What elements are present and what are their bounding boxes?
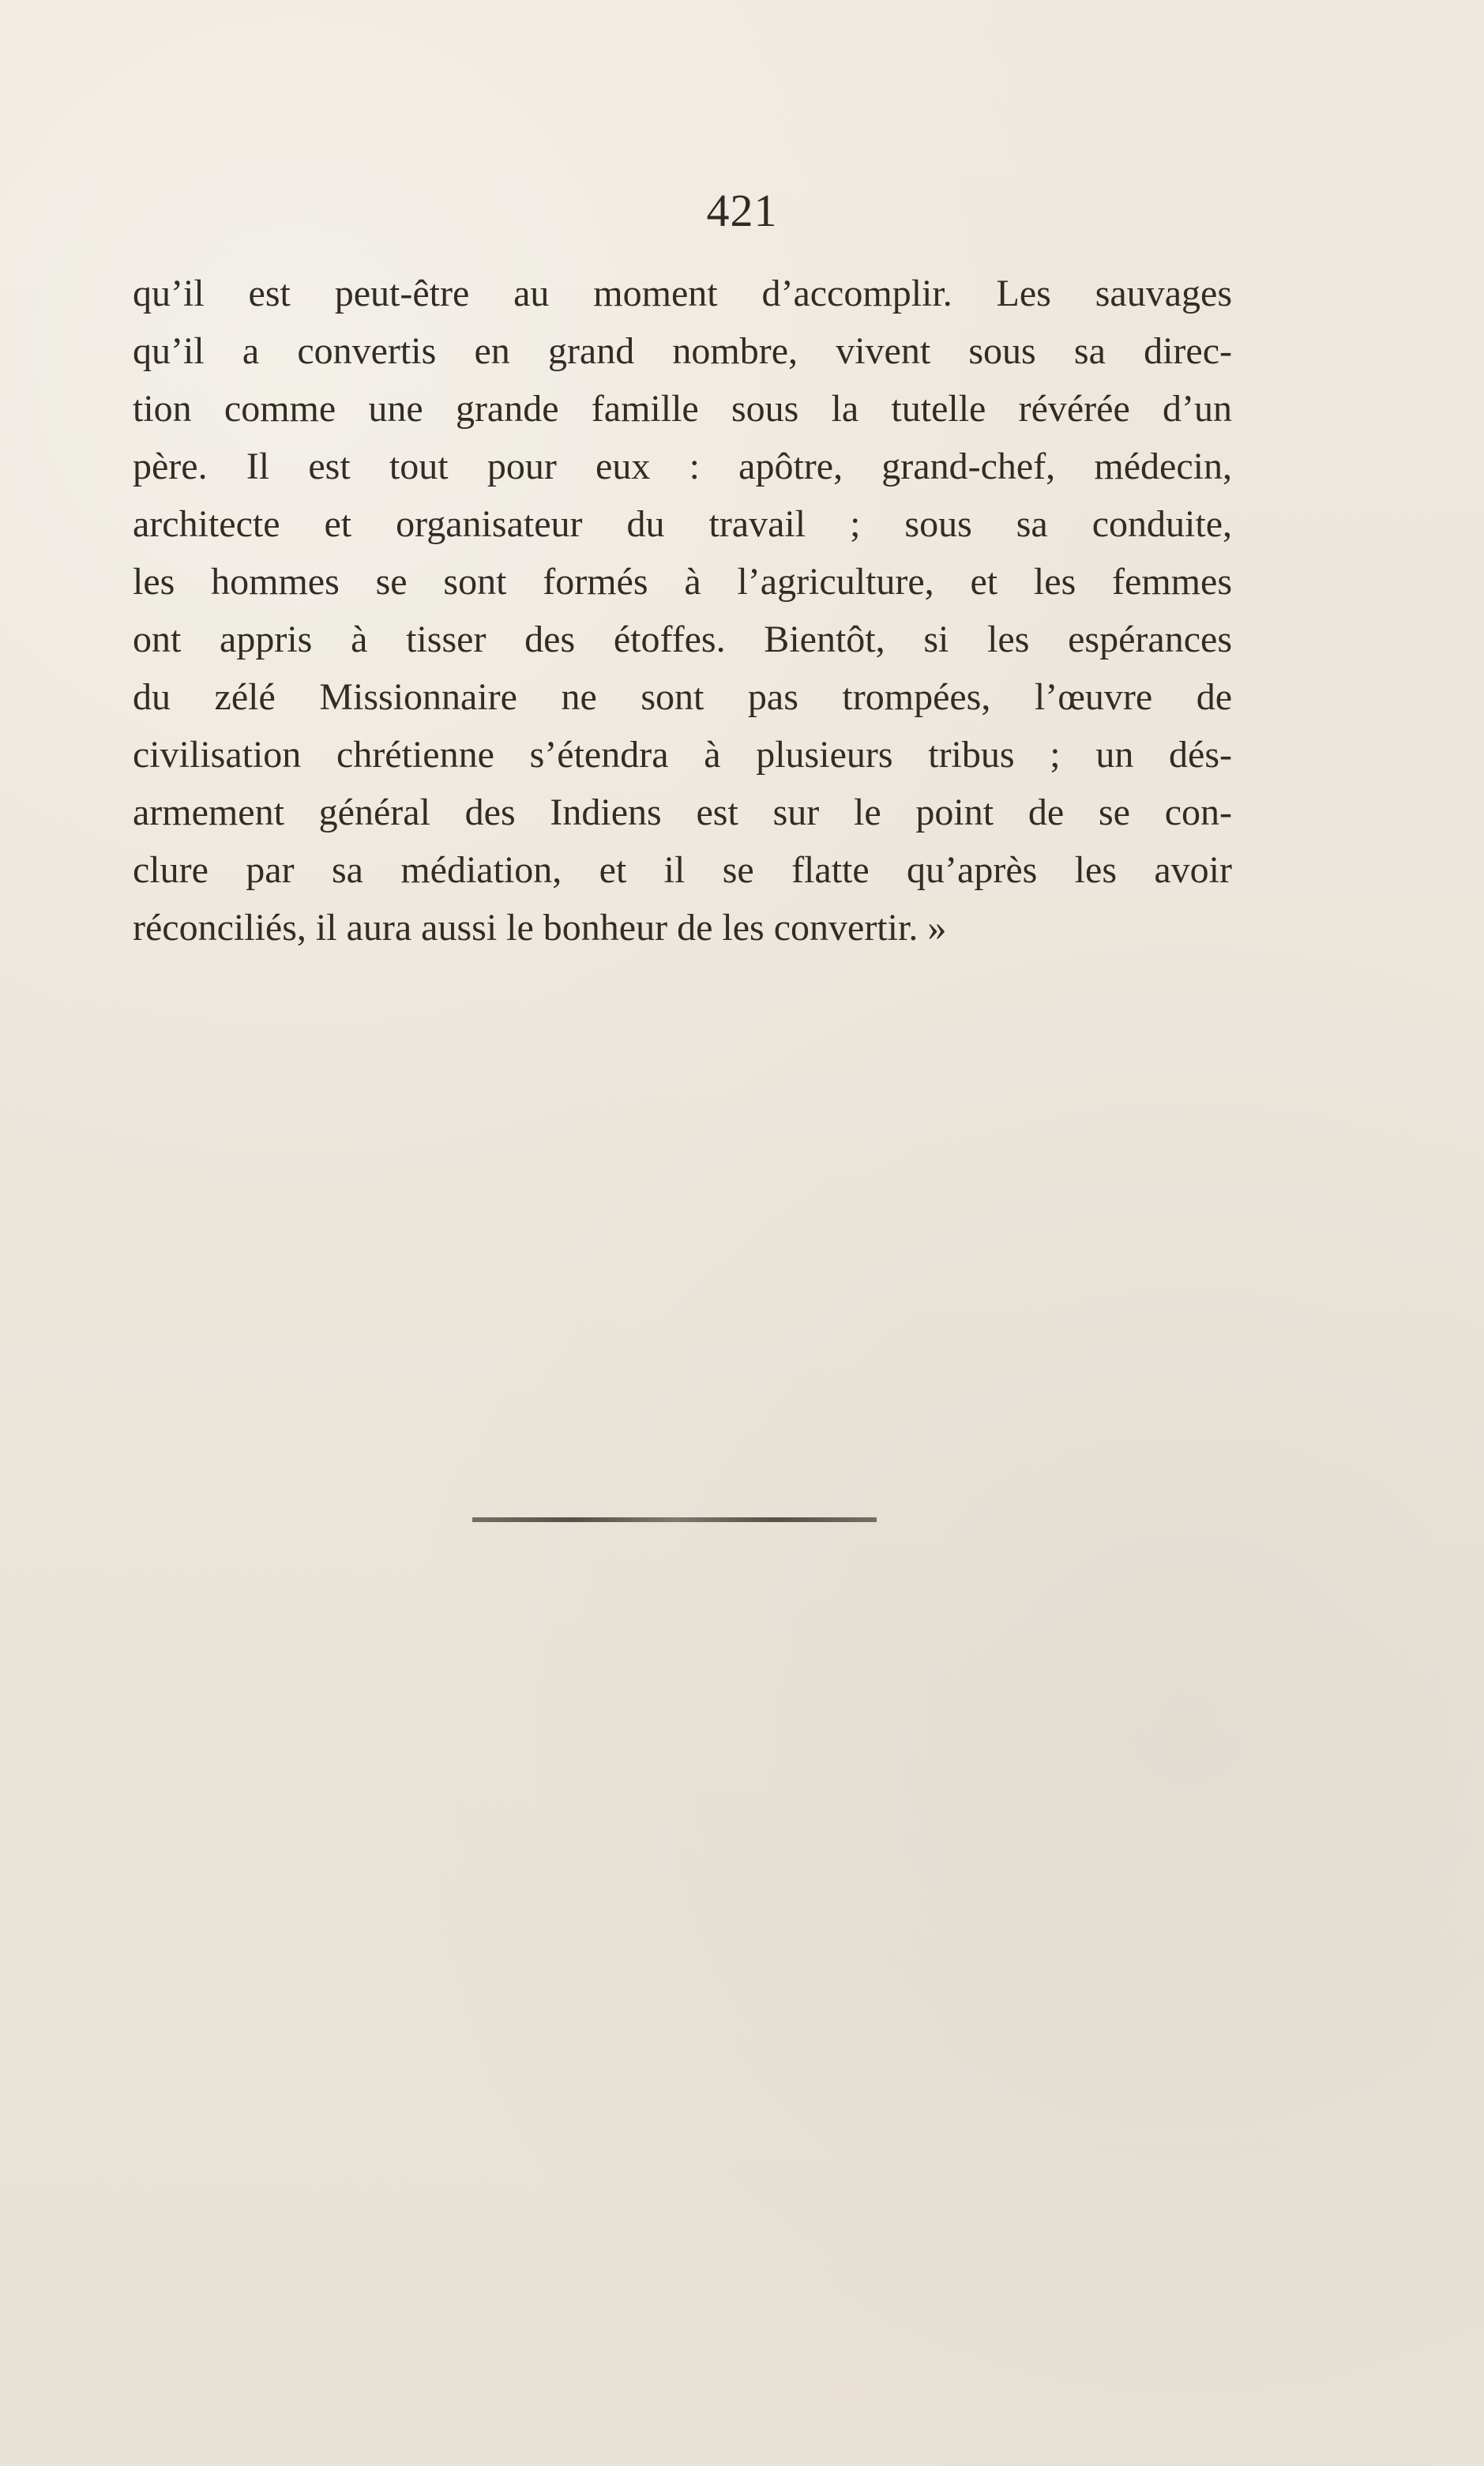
main-paragraph <box>133 265 1232 957</box>
paragraph-line: civilisation chrétienne s’étendra à plusieurs tribus ; un dés- <box>133 734 1232 776</box>
paragraph-line: du zélé Missionnaire ne sont pas trompées, l’œuvre de <box>133 676 1232 718</box>
paragraph-line: ont appris à tisser des étoffes. Bientôt, si les espérances <box>133 618 1232 660</box>
paragraph-line: les hommes se sont formés à l’agriculture, et les femmes <box>133 561 1232 603</box>
paragraph-line: tion comme une grande famille sous la tutelle révérée d’un <box>133 388 1232 430</box>
paragraph-line-last: réconciliés, il aura aussi le bonheur de les convertir. » <box>133 907 947 949</box>
paragraph-line: armement général des Indiens est sur le point de se con- <box>133 791 1232 833</box>
section-divider <box>472 1517 877 1522</box>
paragraph-line: père. Il est tout pour eux : apôtre, grand-chef, médecin, <box>133 445 1232 487</box>
paragraph-line: qu’il est peut-être au moment d’accomplir. Les sauvages <box>133 273 1232 314</box>
page-number: 421 <box>706 185 778 236</box>
paragraph-line: architecte et organisateur du travail ; sous sa conduite, <box>133 503 1232 545</box>
paragraph-line: qu’il a convertis en grand nombre, vivent sous sa direc- <box>133 330 1232 372</box>
paragraph-line: clure par sa médiation, et il se flatte qu’après les avoir <box>133 849 1232 891</box>
